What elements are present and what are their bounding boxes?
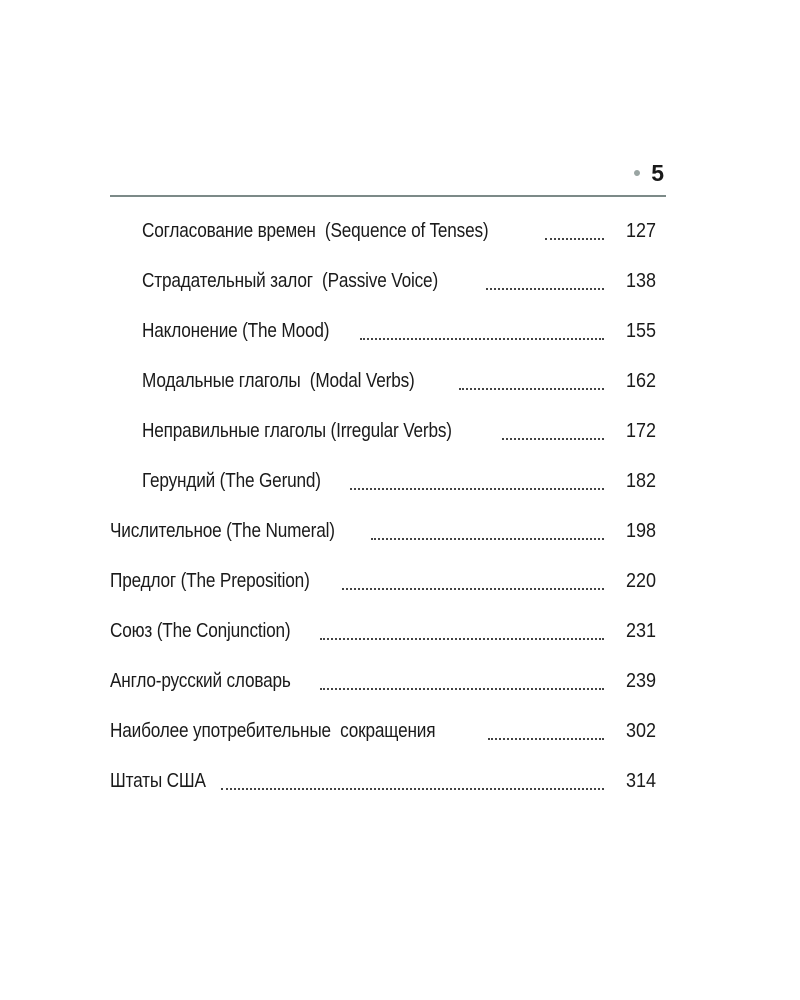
toc-leader-dots xyxy=(371,538,604,540)
toc-entry xyxy=(0,656,800,706)
toc-entry xyxy=(0,206,800,256)
toc-entry-page: 172 xyxy=(625,420,656,442)
toc-entry-page: 162 xyxy=(625,370,656,392)
toc-entry-page: 239 xyxy=(625,670,656,692)
toc-entry-title: Числительное (The Numeral) xyxy=(110,520,335,542)
toc-entry-title: Страдательный залог (Passive Voice) xyxy=(142,270,439,292)
toc-leader-dots xyxy=(320,688,604,690)
toc-entry xyxy=(0,356,800,406)
toc-entry-page: 220 xyxy=(625,570,656,592)
toc-leader-dots xyxy=(350,488,604,490)
toc-entry-page: 127 xyxy=(625,220,656,242)
header-bullet-icon xyxy=(634,170,640,176)
toc-entry-page: 198 xyxy=(625,520,656,542)
toc-leader-dots xyxy=(459,388,604,390)
toc-entry-title: Модальные глаголы (Modal Verbs) xyxy=(142,370,415,392)
toc-entry xyxy=(0,306,800,356)
toc-leader-dots xyxy=(486,288,604,290)
page-number: 5 xyxy=(651,160,664,186)
toc-entry-title: Неправильные глаголы (Irregular Verbs) xyxy=(142,420,452,442)
toc-entry xyxy=(0,256,800,306)
toc-leader-dots xyxy=(221,788,604,790)
toc-entry-title: Согласование времен (Sequence of Tenses) xyxy=(142,220,489,242)
toc-entry-title: Англо-русский словарь xyxy=(110,670,291,692)
toc-entry-title: Герундий (The Gerund) xyxy=(142,470,321,492)
toc-entry xyxy=(0,706,800,756)
toc-entry-page: 138 xyxy=(625,270,656,292)
toc-leader-dots xyxy=(320,638,604,640)
toc-entry-title: Наклонение (The Mood) xyxy=(142,320,330,342)
page-header xyxy=(110,158,666,196)
toc-entry-page: 314 xyxy=(625,770,656,792)
toc-entry-title: Наиболее употребительные сокращения xyxy=(110,720,436,742)
toc-leader-dots xyxy=(488,738,604,740)
toc-entry-page: 231 xyxy=(625,620,656,642)
toc-entry-page: 302 xyxy=(625,720,656,742)
toc-entry-page: 182 xyxy=(625,470,656,492)
toc-leader-dots xyxy=(545,238,604,240)
table-of-contents xyxy=(0,206,800,806)
toc-leader-dots xyxy=(502,438,604,440)
toc-entry xyxy=(0,456,800,506)
toc-entry xyxy=(0,506,800,556)
toc-leader-dots xyxy=(360,338,604,340)
toc-entry xyxy=(0,406,800,456)
toc-entry-title: Союз (The Conjunction) xyxy=(110,620,291,642)
toc-leader-dots xyxy=(342,588,604,590)
toc-entry-title: Предлог (The Preposition) xyxy=(110,570,310,592)
toc-entry-title: Штаты США xyxy=(110,770,206,792)
toc-entry xyxy=(0,756,800,806)
toc-entry-page: 155 xyxy=(625,320,656,342)
toc-entry xyxy=(0,606,800,656)
header-rule xyxy=(110,195,666,197)
toc-entry xyxy=(0,556,800,606)
